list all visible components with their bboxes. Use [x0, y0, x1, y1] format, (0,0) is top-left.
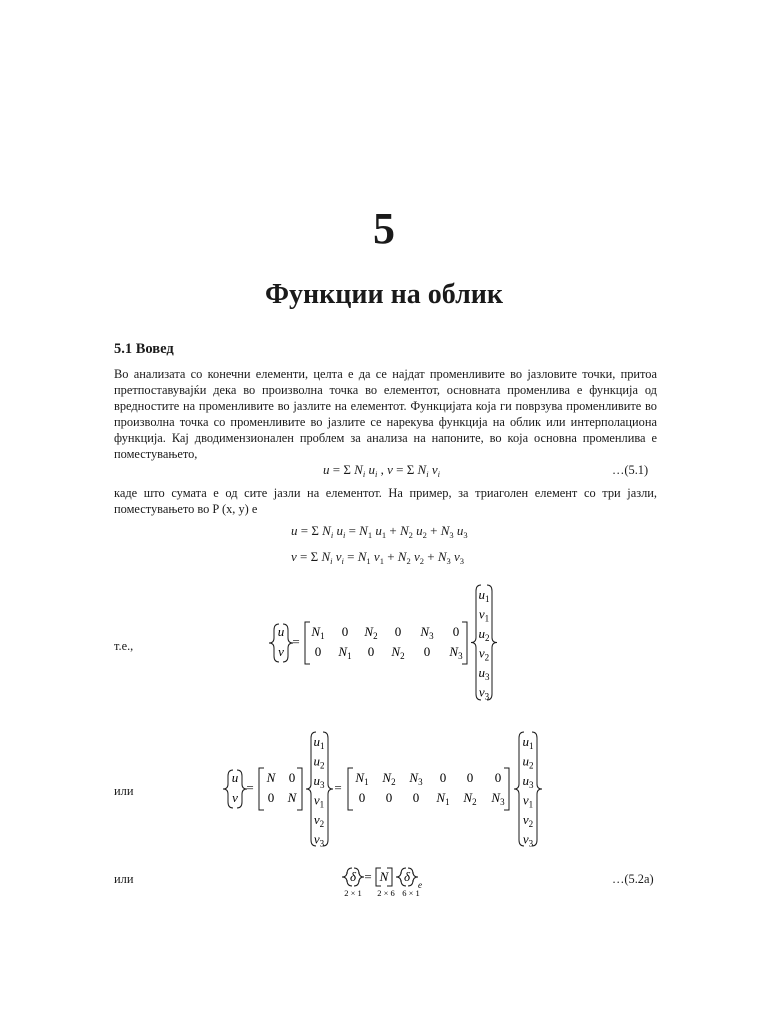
equals-sign: = — [246, 780, 254, 795]
equals-sign: = — [364, 869, 372, 884]
equation-5-1: u = Σ $N_i$ $u_i$ , v = Σ $N_i$ $v_i$ — [323, 462, 440, 479]
matrix-a-cell: 0 — [267, 790, 275, 805]
subscript-e: e — [418, 880, 422, 890]
matrix-b-cell: 0 — [439, 770, 447, 785]
chapter-number: 5 — [373, 204, 395, 253]
paragraph-example: каде што сумата е од сите јазли на елементот. На пример, за триаголен елемент со три јазли, поместувањето во P (x, y) е — [114, 486, 657, 516]
vector-b-entry: $v_2$ — [522, 812, 534, 829]
vector-b-entry: $u_1$ — [522, 734, 534, 751]
matrix-a-cell: N — [287, 790, 297, 805]
matrix-a-right-bracket — [297, 768, 302, 810]
matrix-b-cell: 0 — [466, 770, 474, 785]
matrix-cell: $N_1$ — [311, 624, 325, 641]
vector-a-entry: $v_2$ — [313, 812, 325, 829]
vector-a-left-brace — [306, 732, 316, 846]
matrix-b-cell: 0 — [385, 790, 393, 805]
vector-a-entry: $u_2$ — [313, 753, 325, 771]
rhs-left-brace — [471, 585, 481, 700]
delta-symbol: δ — [403, 869, 411, 884]
matrix-b-left-bracket — [348, 768, 353, 810]
rhs-entry: $v_3$ — [478, 684, 490, 702]
equals-sign: = — [292, 634, 300, 649]
matrix-cell: 0 — [423, 644, 431, 659]
chapter-title: Функции на облик — [264, 279, 504, 310]
matrix-right-bracket — [462, 622, 467, 664]
vector-a-entry: $u_1$ — [313, 734, 325, 751]
label-te: т.е., — [114, 639, 134, 653]
matrix-b-cell: $N_3$ — [491, 790, 505, 807]
lhs-entry: u — [277, 624, 285, 639]
vector-b-entry: $v_3$ — [522, 831, 534, 849]
dims-mid: 2 × 6 — [377, 888, 395, 898]
equation-number-5-1: …(5.1) — [612, 463, 649, 477]
matrix-cell: $N_2$ — [391, 644, 405, 661]
rhs-entry: $v_2$ — [478, 645, 490, 663]
vector-a-entry: $v_3$ — [313, 831, 325, 849]
matrix-b-cell: $N_3$ — [409, 770, 423, 787]
dims-left: 2 × 1 — [344, 888, 362, 898]
compact-equation-5-2a — [342, 868, 422, 898]
rhs-entry: $u_1$ — [478, 587, 490, 604]
matrix-b-cell: 0 — [494, 770, 502, 785]
matrix-equation-2 — [223, 732, 542, 849]
vector-b-entry: $u_3$ — [522, 773, 534, 790]
matrix-equation-1 — [269, 585, 497, 702]
delta-symbol: δ — [349, 869, 357, 884]
rhs-entry: $v_1$ — [478, 606, 490, 624]
section-heading: 5.1 Вовед — [114, 341, 174, 357]
matrix-cell: 0 — [367, 644, 375, 659]
matrix-cell: 0 — [394, 624, 402, 639]
matrix-b-cell: 0 — [412, 790, 420, 805]
rhs-entry: $u_2$ — [478, 626, 490, 643]
matrix-b-right-bracket — [504, 768, 509, 810]
equation-number-5-2a: …(5.2a) — [612, 872, 654, 886]
matrix-cell: 0 — [452, 624, 460, 639]
matrix-cell: 0 — [341, 624, 349, 639]
vector-b-right-brace — [532, 732, 542, 846]
matrix-b-cell: $N_2$ — [382, 770, 396, 787]
matrix-cell: $N_1$ — [338, 644, 352, 661]
matrix-cell: $N_3$ — [449, 644, 463, 661]
vector-b-entry: $v_1$ — [522, 792, 534, 810]
vector-b-left-brace — [514, 732, 524, 846]
vector-a-entry: $v_1$ — [313, 792, 325, 810]
equals-sign: = — [334, 780, 342, 795]
matrix-b-cell: 0 — [358, 790, 366, 805]
label-ili-2: или — [114, 872, 134, 886]
label-ili-1: или — [114, 784, 134, 798]
paragraph-intro: Во анализата со конечни елементи, целта е да се најдат променливите во јазловите точки, притоа претпоставувајќи дека во произволна точка во елементот, основната променлива е функција од вредностите на променливите во јазлите на елементот. Функцијата која ги поврзува променливите во произволна точка со променливите во јазлите се нарекува функција на облик или интерполациона функција. Кај дводимензионален проблем за анализа на напоните, во која основна променлива е поместувањето, — [114, 367, 657, 461]
lhs-entry: v — [278, 644, 284, 659]
equation-v-expansion: v = Σ $N_i$ $v_i = N_1$ $v_1 + N_2$ $v_2 + N_3$ $v_3$ — [291, 549, 465, 566]
matrix-b-cell: $N_2$ — [463, 790, 477, 807]
rhs-entry: $u_3$ — [478, 665, 490, 682]
lhs-entry: v — [232, 790, 238, 805]
vector-a-entry: $u_3$ — [313, 773, 325, 790]
matrix-left-bracket — [305, 622, 310, 664]
n-symbol: N — [379, 869, 389, 884]
vector-a-right-brace — [323, 732, 333, 846]
matrix-cell: $N_3$ — [420, 624, 434, 641]
lhs-entry: u — [231, 770, 239, 785]
matrix-b-cell: $N_1$ — [355, 770, 369, 787]
matrix-cell: 0 — [314, 644, 322, 659]
equation-u-expansion: u = Σ $N_i$ $u_i = N_1$ $u_1 + N_2$ $u_2 + N_3$ $u_3$ — [291, 523, 468, 540]
matrix-a-cell: 0 — [288, 770, 296, 785]
matrix-cell: $N_2$ — [364, 624, 378, 641]
dims-right: 6 × 1 — [402, 888, 420, 898]
matrix-b-cell: $N_1$ — [436, 790, 450, 807]
matrix-a-cell: N — [266, 770, 276, 785]
matrix-a-left-bracket — [259, 768, 264, 810]
vector-b-entry: $u_2$ — [522, 753, 534, 771]
